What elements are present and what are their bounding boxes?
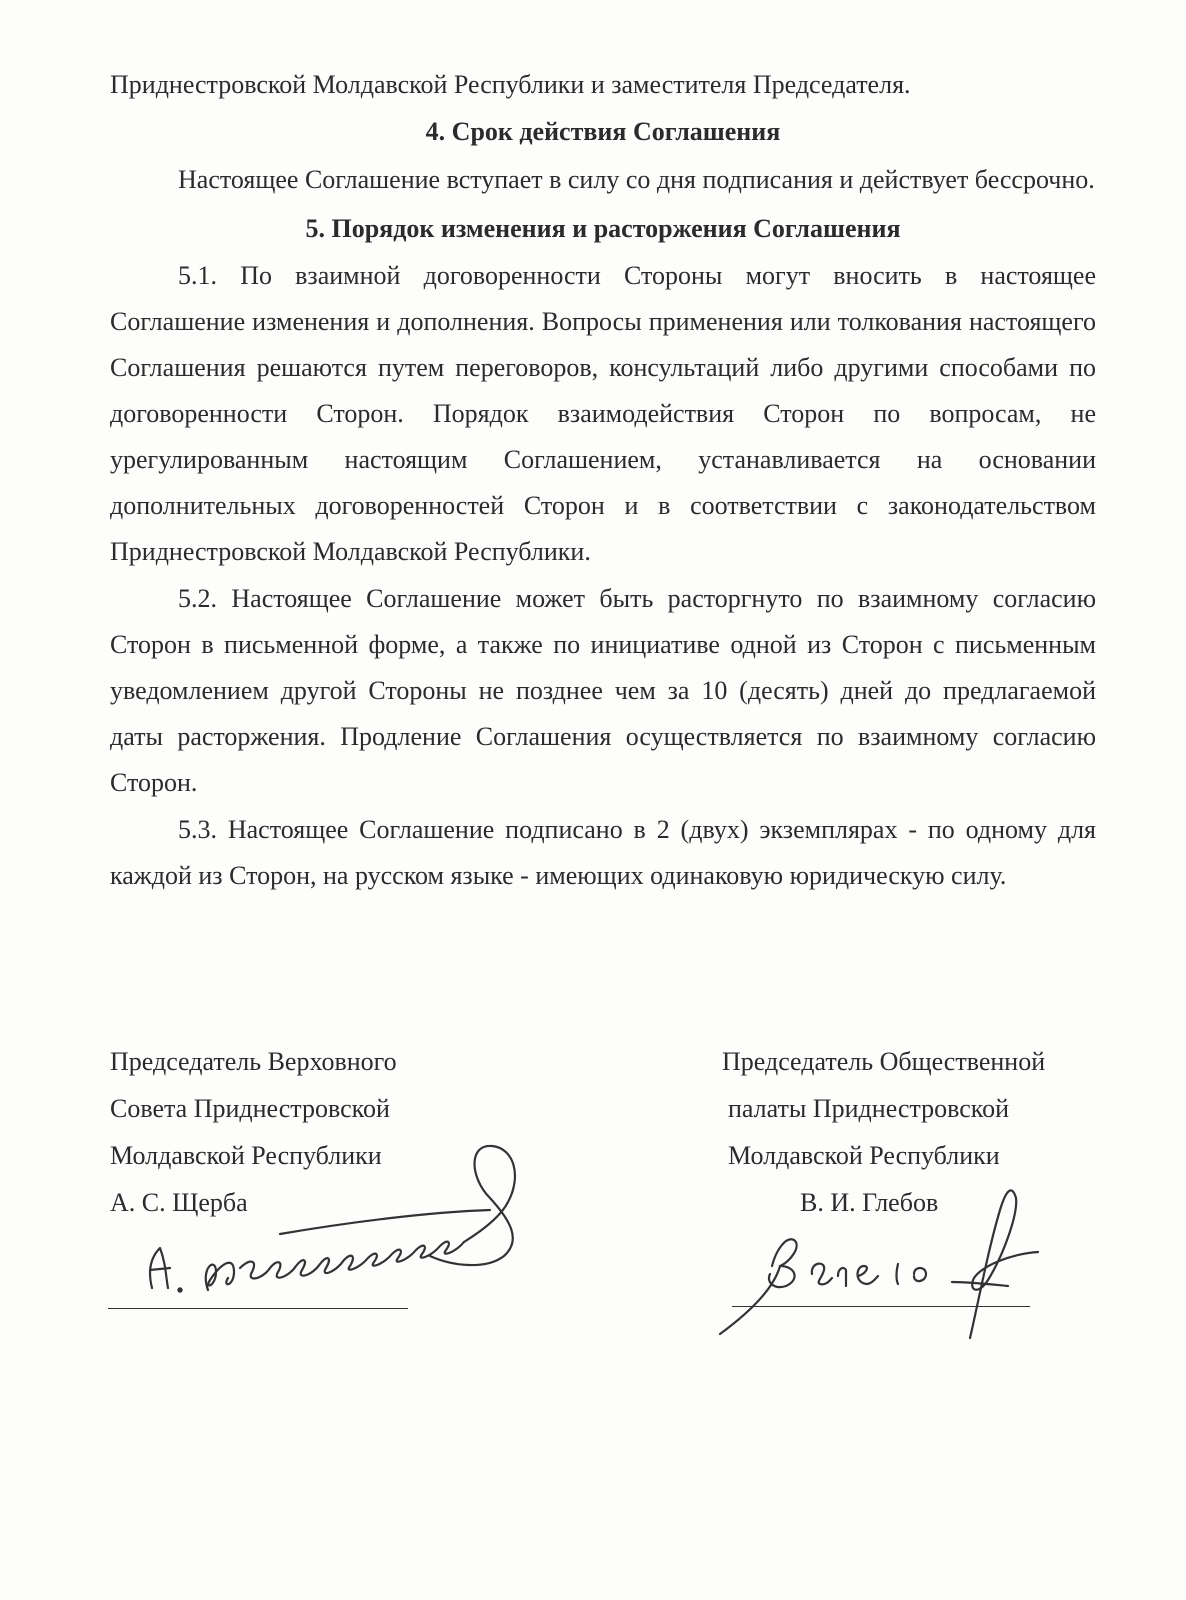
- left-handwritten-signature: [130, 1140, 550, 1310]
- right-signer-title-line-3: Молдавской Республики: [728, 1141, 1000, 1170]
- clause-5-3: 5.3. Настоящее Соглашение подписано в 2 (двух) экземплярах - по одному для каждой из Сторон, на русском языке - имеющих одинаковую юридическую силу.: [110, 815, 1096, 890]
- intro-line: Приднестровской Молдавской Республики и заместителя Председателя.: [110, 70, 911, 99]
- right-signer-name: В. И. Глебов: [800, 1188, 939, 1217]
- clause-5-1: 5.1. По взаимной договоренности Стороны могут вносить в настоящее Соглашение изменения и дополнения. Вопросы применения или толкования настоящего Соглашения решаются путем переговоров, консультаций либо другими способами по договоренности Сторон. Порядок взаимодействия Сторон по вопросам, не урегулированным настоящим Соглашением, устанавливается на основании дополнительных договоренностей Сторон и в соответствии с законодательством Приднестровской Молдавской Республики.: [110, 261, 1096, 566]
- right-handwritten-signature: [720, 1170, 1050, 1350]
- right-signer-title-line-1: Председатель Общественной: [722, 1047, 1046, 1076]
- document-body: [110, 62, 1096, 899]
- left-signer-title-line-3: Молдавской Республики: [110, 1141, 382, 1170]
- left-signer-title-line-2: Совета Приднестровской: [110, 1094, 390, 1123]
- section-5-heading: 5. Порядок изменения и расторжения Соглашения: [305, 214, 901, 243]
- section-4-heading: 4. Срок действия Соглашения: [425, 117, 781, 146]
- left-signer-name: А. С. Щерба: [110, 1188, 248, 1217]
- right-signer-title-line-2: палаты Приднестровской: [728, 1094, 1009, 1123]
- clause-5-2: 5.2. Настоящее Соглашение может быть расторгнуто по взаимному согласию Сторон в письменной форме, а также по инициативе одной из Сторон с письменным уведомлением другой Стороны не позднее чем за 10 (десять) дней до предлагаемой даты расторжения. Продление Соглашения осуществляется по взаимному согласию Сторон.: [110, 584, 1096, 797]
- left-signer-title-line-1: Председатель Верховного: [110, 1047, 397, 1076]
- section-4-paragraph: Настоящее Соглашение вступает в силу со дня подписания и действует бессрочно.: [178, 165, 1095, 194]
